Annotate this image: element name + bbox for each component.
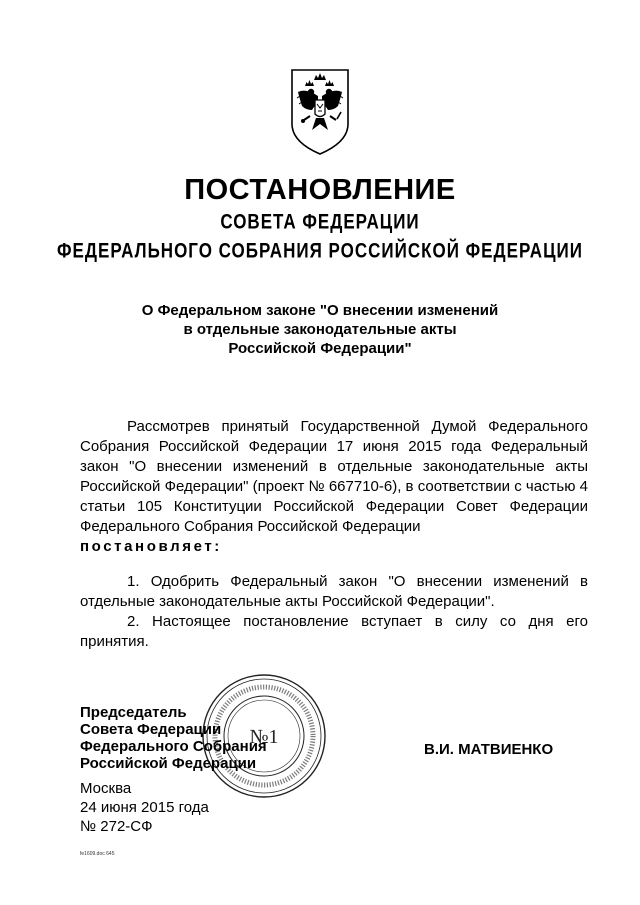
city: Москва [80, 780, 132, 797]
signer-position [80, 704, 267, 772]
document-title: ПОСТАНОВЛЕНИЕ [184, 174, 456, 206]
resolution-item-1: 1. Одобрить Федеральный закон "О внесении изменений в отдельные законодательные акты Российской Федерации". [80, 573, 588, 610]
subject-line-1: О Федеральном законе "О внесении изменений [141, 302, 499, 319]
preamble-text: Рассмотрев принятый Государственной Думой Федерального Собрания Российской Федерации 17 июня 2015 года Федеральный закон "О внесении изменений в отдельные законодательные акты Российской Федерации" (проект № 667710-6), в соответствии с частью 4 статьи 105 Конституции Российской Федерации Совет Федерации Федерального Собрания Российской Федерации [80, 418, 588, 535]
preamble-paragraph [80, 417, 588, 557]
issuer-line-2: ФЕДЕРАЛЬНОГО СОБРАНИЯ РОССИЙСКОЙ ФЕДЕРАЦИИ [57, 238, 583, 263]
resolves-word: постановляет: [80, 538, 222, 555]
date: 24 июня 2015 года [80, 799, 209, 816]
signer-position-line-1: Председатель [80, 704, 187, 721]
signer-name: В.И. МАТВИЕНКО [424, 741, 554, 758]
resolution-item-2: 2. Настоящее постановление вступает в силу со дня его принятия. [80, 613, 588, 650]
signer-position-line-2: Совета Федерации [80, 721, 222, 738]
signer-position-line-3: Федерального Собрания [80, 738, 267, 755]
subject-line-2: в отдельные законодательные акты [183, 321, 457, 338]
signer-position-line-4: Российской Федерации [80, 755, 257, 772]
place-and-date [80, 779, 209, 836]
russian-coat-of-arms-icon [288, 66, 352, 156]
document-number: № 272-СФ [80, 818, 153, 835]
document-subject [0, 301, 640, 358]
subject-line-3: Российской Федерации" [228, 340, 412, 357]
issuer-line-1: СОВЕТА ФЕДЕРАЦИИ [220, 209, 420, 234]
stamp-number: №1 [249, 726, 279, 748]
file-code: fe1609.doc 645 [80, 851, 115, 857]
